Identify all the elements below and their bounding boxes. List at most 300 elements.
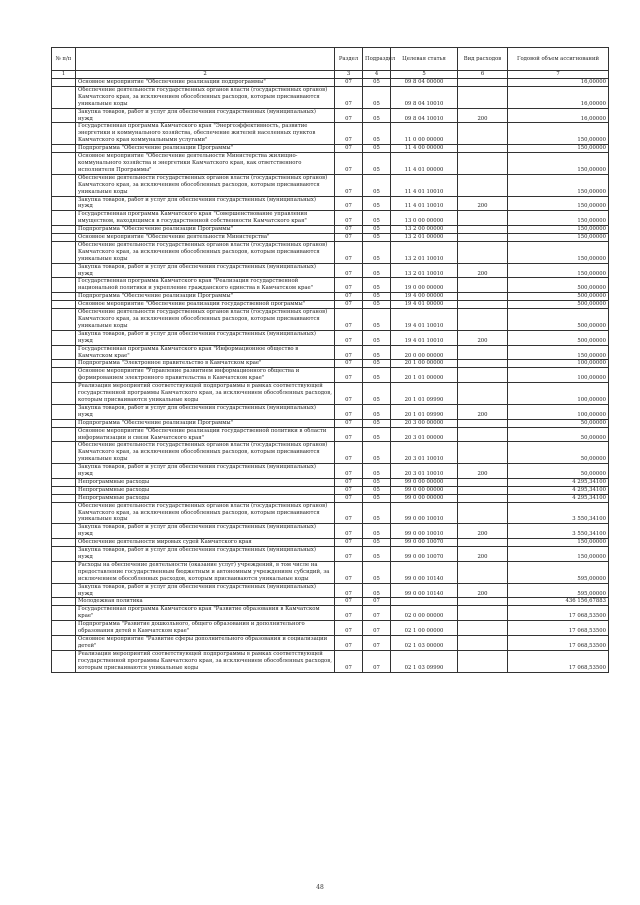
column-number: 1 — [52, 71, 76, 79]
row-name: Государственная программа Камчатского края "Энергоэффективность, развитие энергетики и коммунального хозяйства, обеспечение жителей населенных пунктов Камчатского края коммунальными услугами" — [76, 123, 335, 145]
column-number: 6 — [458, 71, 508, 79]
row-index — [52, 211, 76, 226]
row-expense-type: 200 — [458, 263, 508, 278]
row-section: 07 — [335, 598, 363, 606]
row-amount: 16,00000 — [508, 79, 609, 87]
row-section: 07 — [335, 145, 363, 153]
row-section: 07 — [335, 494, 363, 502]
row-expense-type — [458, 86, 508, 108]
row-subsection: 05 — [363, 196, 391, 211]
row-section: 07 — [335, 368, 363, 383]
row-expense-type — [458, 241, 508, 263]
row-name: Государственная программа Камчатского края "Информационное общество в Камчатском крае" — [76, 345, 335, 360]
row-index — [52, 293, 76, 301]
row-target: 99 0 00 00000 — [391, 478, 458, 486]
table-row — [52, 383, 609, 405]
row-index — [52, 539, 76, 547]
table-row — [52, 598, 609, 606]
row-section: 07 — [335, 650, 363, 672]
row-section: 07 — [335, 345, 363, 360]
row-target: 19 4 01 00000 — [391, 301, 458, 309]
row-amount: 150,00000 — [508, 226, 609, 234]
row-index — [52, 427, 76, 442]
row-section: 07 — [335, 419, 363, 427]
row-section: 07 — [335, 404, 363, 419]
row-amount: 3 550,34100 — [508, 524, 609, 539]
row-amount: 150,00000 — [508, 539, 609, 547]
row-expense-type: 200 — [458, 524, 508, 539]
row-expense-type — [458, 486, 508, 494]
row-name: Обеспечение деятельности государственных органов власти (государственных органов) Камчатского края, за исключением обособленных расходов, которым присваиваются уникальные коды — [76, 442, 335, 464]
row-index — [52, 145, 76, 153]
row-index — [52, 309, 76, 331]
row-subsection: 05 — [363, 174, 391, 196]
column-number-row — [52, 71, 609, 79]
row-amount: 500,00000 — [508, 278, 609, 293]
row-subsection: 05 — [363, 226, 391, 234]
row-name: Реализация мероприятий соответствующей подпрограммы в рамках соответствующей государственной программы Камчатского края, за исключением обособленных расходов, которым присваиваются уникальные коды — [76, 650, 335, 672]
page-number: 48 — [316, 884, 324, 891]
row-target: 99 0 00 10010 — [391, 524, 458, 539]
budget-table-container — [51, 47, 608, 673]
row-target: 20 3 01 00000 — [391, 427, 458, 442]
row-name: Закупка товаров, работ и услуг для обеспечения государственных (муниципальных) нужд — [76, 583, 335, 598]
row-subsection: 05 — [363, 547, 391, 562]
row-name: Подпрограмма "Обеспечение реализации Программы" — [76, 145, 335, 153]
row-section: 07 — [335, 583, 363, 598]
row-amount: 436 156,67883 — [508, 598, 609, 606]
column-number: 2 — [76, 71, 335, 79]
row-index — [52, 524, 76, 539]
row-target: 99 0 00 10140 — [391, 583, 458, 598]
row-index — [52, 86, 76, 108]
row-subsection: 05 — [363, 145, 391, 153]
row-index — [52, 464, 76, 479]
header-subsection: Подраздел — [363, 48, 391, 71]
row-target: 09 8 04 10010 — [391, 108, 458, 123]
header-expense-type: Вид расходов — [458, 48, 508, 71]
row-index — [52, 226, 76, 234]
row-target: 20 1 01 00000 — [391, 368, 458, 383]
column-number: 4 — [363, 71, 391, 79]
row-expense-type — [458, 293, 508, 301]
row-expense-type — [458, 478, 508, 486]
table-row — [52, 196, 609, 211]
table-row — [52, 502, 609, 524]
row-subsection: 05 — [363, 494, 391, 502]
table-row — [52, 404, 609, 419]
table-row — [52, 86, 609, 108]
row-target: 99 0 00 00000 — [391, 494, 458, 502]
row-name: Закупка товаров, работ и услуг для обеспечения государственных (муниципальных) нужд — [76, 263, 335, 278]
row-expense-type — [458, 442, 508, 464]
row-target: 02 1 03 00000 — [391, 635, 458, 650]
table-row — [52, 368, 609, 383]
row-index — [52, 547, 76, 562]
row-index — [52, 486, 76, 494]
row-index — [52, 650, 76, 672]
header-name — [76, 48, 335, 71]
row-name: Обеспечение деятельности государственных органов власти (государственных органов) Камчатского края, за исключением обособленных расходов, которым присваиваются уникальные коды — [76, 86, 335, 108]
row-amount: 150,00000 — [508, 234, 609, 242]
row-expense-type — [458, 345, 508, 360]
row-index — [52, 153, 76, 175]
row-subsection: 05 — [363, 539, 391, 547]
table-row — [52, 330, 609, 345]
row-target — [391, 598, 458, 606]
row-expense-type — [458, 309, 508, 331]
row-section: 07 — [335, 635, 363, 650]
row-section: 07 — [335, 211, 363, 226]
row-section: 07 — [335, 478, 363, 486]
row-amount: 150,00000 — [508, 211, 609, 226]
table-row — [52, 226, 609, 234]
table-row — [52, 278, 609, 293]
row-section: 07 — [335, 502, 363, 524]
row-index — [52, 234, 76, 242]
row-index — [52, 561, 76, 583]
row-amount: 17 068,53500 — [508, 650, 609, 672]
row-target: 20 3 00 00000 — [391, 419, 458, 427]
row-amount: 100,00000 — [508, 404, 609, 419]
row-amount: 17 068,53500 — [508, 635, 609, 650]
row-name: Закупка товаров, работ и услуг для обеспечения государственных (муниципальных) нужд — [76, 404, 335, 419]
row-amount: 150,00000 — [508, 547, 609, 562]
row-name: Закупка товаров, работ и услуг для обеспечения государственных (муниципальных) нужд — [76, 196, 335, 211]
row-target: 13 0 00 00000 — [391, 211, 458, 226]
row-target: 13 2 01 10010 — [391, 241, 458, 263]
row-target: 99 0 00 10010 — [391, 502, 458, 524]
row-expense-type — [458, 606, 508, 621]
row-target: 11 4 01 10010 — [391, 174, 458, 196]
row-name: Основное мероприятие "Развитие сферы дополнительного образования и социализации детей" — [76, 635, 335, 650]
row-subsection: 07 — [363, 650, 391, 672]
row-subsection: 05 — [363, 464, 391, 479]
table-row — [52, 547, 609, 562]
row-section: 07 — [335, 278, 363, 293]
row-subsection: 05 — [363, 153, 391, 175]
row-section: 07 — [335, 79, 363, 87]
row-subsection: 05 — [363, 368, 391, 383]
table-row — [52, 293, 609, 301]
row-index — [52, 606, 76, 621]
row-index — [52, 383, 76, 405]
row-subsection: 05 — [363, 301, 391, 309]
row-section: 07 — [335, 263, 363, 278]
row-name: Подпрограмма "Обеспечение реализации Программы" — [76, 226, 335, 234]
row-subsection: 05 — [363, 293, 391, 301]
row-index — [52, 368, 76, 383]
table-row — [52, 478, 609, 486]
table-row — [52, 539, 609, 547]
row-section: 07 — [335, 606, 363, 621]
row-expense-type — [458, 123, 508, 145]
table-row — [52, 583, 609, 598]
row-name: Основное мероприятие "Обеспечение реализации государственной политики в области информатизации и связи Камчатского края" — [76, 427, 335, 442]
row-subsection: 05 — [363, 427, 391, 442]
row-name: Подпрограмма "Обеспечение реализации Программы" — [76, 293, 335, 301]
row-amount: 500,00000 — [508, 293, 609, 301]
row-section: 07 — [335, 442, 363, 464]
row-name: Закупка товаров, работ и услуг для обеспечения государственных (муниципальных) нужд — [76, 547, 335, 562]
table-row — [52, 606, 609, 621]
header-amount: Годовой объем ассигнований — [508, 48, 609, 71]
header-index: № п/п — [52, 48, 76, 71]
table-row — [52, 263, 609, 278]
row-index — [52, 635, 76, 650]
row-target: 09 8 04 10010 — [391, 86, 458, 108]
row-section: 07 — [335, 174, 363, 196]
row-index — [52, 196, 76, 211]
table-row — [52, 123, 609, 145]
row-subsection: 05 — [363, 524, 391, 539]
row-index — [52, 419, 76, 427]
row-expense-type — [458, 598, 508, 606]
row-expense-type — [458, 226, 508, 234]
row-amount: 50,00000 — [508, 419, 609, 427]
row-section: 07 — [335, 226, 363, 234]
row-subsection: 05 — [363, 278, 391, 293]
row-name: Молодежная политика — [76, 598, 335, 606]
table-row — [52, 360, 609, 368]
table-row — [52, 486, 609, 494]
row-expense-type — [458, 145, 508, 153]
row-expense-type — [458, 561, 508, 583]
row-expense-type — [458, 153, 508, 175]
row-index — [52, 301, 76, 309]
row-subsection: 07 — [363, 621, 391, 636]
row-target: 20 1 00 00000 — [391, 360, 458, 368]
row-target: 02 1 03 09990 — [391, 650, 458, 672]
row-amount: 500,00000 — [508, 309, 609, 331]
row-expense-type — [458, 427, 508, 442]
row-target: 19 4 01 10010 — [391, 309, 458, 331]
row-amount: 100,00000 — [508, 368, 609, 383]
row-section: 07 — [335, 561, 363, 583]
row-section: 07 — [335, 234, 363, 242]
table-row — [52, 153, 609, 175]
row-name: Государственная программа Камчатского края "Совершенствование управления имуществом, находящимся в государственной собственности Камчатского края" — [76, 211, 335, 226]
row-amount: 17 068,53500 — [508, 621, 609, 636]
row-expense-type — [458, 419, 508, 427]
row-amount: 150,00000 — [508, 145, 609, 153]
row-target: 02 1 00 00000 — [391, 621, 458, 636]
row-target: 02 0 00 00000 — [391, 606, 458, 621]
row-target: 19 0 00 00000 — [391, 278, 458, 293]
row-name: Непрограммные расходы — [76, 478, 335, 486]
row-index — [52, 241, 76, 263]
table-row — [52, 309, 609, 331]
row-index — [52, 621, 76, 636]
table-row — [52, 621, 609, 636]
row-subsection: 05 — [363, 478, 391, 486]
row-name: Обеспечение деятельности мировых судей Камчатского края — [76, 539, 335, 547]
table-header-row — [52, 48, 609, 71]
row-section: 07 — [335, 301, 363, 309]
row-target: 09 8 04 00000 — [391, 79, 458, 87]
table-row — [52, 524, 609, 539]
row-section: 07 — [335, 108, 363, 123]
row-target: 99 0 00 10070 — [391, 547, 458, 562]
row-subsection: 05 — [363, 502, 391, 524]
budget-table — [51, 47, 609, 673]
table-row — [52, 79, 609, 87]
row-subsection: 07 — [363, 598, 391, 606]
row-expense-type — [458, 211, 508, 226]
row-index — [52, 263, 76, 278]
row-expense-type — [458, 278, 508, 293]
header-section: Раздел — [335, 48, 363, 71]
row-section: 07 — [335, 330, 363, 345]
row-subsection: 05 — [363, 360, 391, 368]
row-name: Расходы на обеспечение деятельности (оказание услуг) учреждений, в том числе на предоставление государственным бюджетным и автономным учреждениям субсидий, за исключением обособленных расходов, которым присваиваются уникальные коды — [76, 561, 335, 583]
row-expense-type — [458, 79, 508, 87]
row-expense-type — [458, 494, 508, 502]
row-subsection: 05 — [363, 383, 391, 405]
row-section: 07 — [335, 524, 363, 539]
row-amount: 4 295,34100 — [508, 494, 609, 502]
row-index — [52, 123, 76, 145]
row-target: 11 0 00 00000 — [391, 123, 458, 145]
row-index — [52, 598, 76, 606]
table-row — [52, 419, 609, 427]
row-name: Подпрограмма "Обеспечение реализации Программы" — [76, 419, 335, 427]
column-number: 7 — [508, 71, 609, 79]
row-index — [52, 345, 76, 360]
row-section: 07 — [335, 486, 363, 494]
row-expense-type — [458, 539, 508, 547]
row-name: Основное мероприятие "Обеспечение реализации подпрограммы" — [76, 79, 335, 87]
row-target: 19 4 00 00000 — [391, 293, 458, 301]
row-subsection: 07 — [363, 606, 391, 621]
row-index — [52, 360, 76, 368]
row-section: 07 — [335, 464, 363, 479]
column-number: 3 — [335, 71, 363, 79]
row-expense-type — [458, 650, 508, 672]
table-row — [52, 241, 609, 263]
row-subsection: 05 — [363, 561, 391, 583]
row-expense-type: 200 — [458, 583, 508, 598]
table-row — [52, 464, 609, 479]
row-subsection: 05 — [363, 241, 391, 263]
row-amount: 500,00000 — [508, 330, 609, 345]
row-expense-type — [458, 502, 508, 524]
header-target: Целевая статья — [391, 48, 458, 71]
row-name: Основное мероприятие "Обеспечение деятельности Министерства жилищно-коммунального хозяйства и энергетики Камчатского края, как ответственного исполнителя Программы" — [76, 153, 335, 175]
row-amount: 50,00000 — [508, 427, 609, 442]
row-expense-type: 200 — [458, 464, 508, 479]
row-name: Основное мероприятие "Управление развитием информационного общества и формированием электронного правительства в Камчатском крае" — [76, 368, 335, 383]
row-name: Обеспечение деятельности государственных органов власти (государственных органов) Камчатского края, за исключением обособленных расходов, которым присваиваются уникальные коды — [76, 502, 335, 524]
row-amount: 16,00000 — [508, 86, 609, 108]
row-target: 11 4 01 10010 — [391, 196, 458, 211]
row-subsection: 05 — [363, 583, 391, 598]
row-target: 20 3 01 10010 — [391, 442, 458, 464]
row-name: Закупка товаров, работ и услуг для обеспечения государственных (муниципальных) нужд — [76, 464, 335, 479]
row-expense-type — [458, 383, 508, 405]
table-row — [52, 650, 609, 672]
row-name: Непрограммные расходы — [76, 486, 335, 494]
row-name: Непрограммные расходы — [76, 494, 335, 502]
table-row — [52, 145, 609, 153]
row-amount: 50,00000 — [508, 442, 609, 464]
row-subsection: 05 — [363, 79, 391, 87]
row-section: 07 — [335, 547, 363, 562]
row-name: Основное мероприятие "Обеспечение деятельности Министерства" — [76, 234, 335, 242]
row-target: 13 2 01 10010 — [391, 263, 458, 278]
row-name: Закупка товаров, работ и услуг для обеспечения государственных (муниципальных) нужд — [76, 524, 335, 539]
row-subsection: 05 — [363, 486, 391, 494]
row-target: 20 0 00 00000 — [391, 345, 458, 360]
row-name: Подпрограмма "Развитие дошкольного, общего образования и дополнительного образования детей в Камчатском крае" — [76, 621, 335, 636]
row-expense-type — [458, 234, 508, 242]
row-section: 07 — [335, 427, 363, 442]
table-row — [52, 174, 609, 196]
column-number: 5 — [391, 71, 458, 79]
row-name: Закупка товаров, работ и услуг для обеспечения государственных (муниципальных) нужд — [76, 108, 335, 123]
row-target: 99 0 00 10140 — [391, 561, 458, 583]
row-amount: 595,00000 — [508, 583, 609, 598]
row-target: 11 4 01 00000 — [391, 153, 458, 175]
table-row — [52, 108, 609, 123]
row-target: 11 4 00 00000 — [391, 145, 458, 153]
row-amount: 500,00000 — [508, 301, 609, 309]
row-index — [52, 108, 76, 123]
row-subsection: 05 — [363, 234, 391, 242]
row-expense-type: 200 — [458, 547, 508, 562]
row-name: Основное мероприятие "Обеспечение реализации государственной программы" — [76, 301, 335, 309]
row-subsection: 07 — [363, 635, 391, 650]
row-amount: 100,00000 — [508, 360, 609, 368]
row-name: Государственная программа Камчатского края "Развитие образования в Камчатском крае" — [76, 606, 335, 621]
row-name: Реализация мероприятий соответствующей подпрограммы в рамках соответствующей государственной программы Камчатского края, за исключением обособленных расходов, которым присваиваются уникальные коды — [76, 383, 335, 405]
row-section: 07 — [335, 123, 363, 145]
row-section: 07 — [335, 309, 363, 331]
row-expense-type: 200 — [458, 108, 508, 123]
row-amount: 50,00000 — [508, 464, 609, 479]
row-amount: 17 068,53500 — [508, 606, 609, 621]
row-subsection: 05 — [363, 442, 391, 464]
row-expense-type — [458, 301, 508, 309]
row-amount: 3 550,34100 — [508, 502, 609, 524]
row-amount: 150,00000 — [508, 153, 609, 175]
row-name: Обеспечение деятельности государственных органов власти (государственных органов) Камчатского края, за исключением обособленных расходов, которым присваиваются уникальные коды — [76, 309, 335, 331]
row-target: 99 0 00 00000 — [391, 486, 458, 494]
row-expense-type — [458, 174, 508, 196]
row-amount: 150,00000 — [508, 123, 609, 145]
row-subsection: 05 — [363, 123, 391, 145]
row-amount: 150,00000 — [508, 241, 609, 263]
row-target: 20 1 01 09990 — [391, 383, 458, 405]
table-row — [52, 301, 609, 309]
row-expense-type: 200 — [458, 196, 508, 211]
row-index — [52, 79, 76, 87]
table-row — [52, 211, 609, 226]
row-index — [52, 174, 76, 196]
row-subsection: 05 — [363, 330, 391, 345]
row-name: Закупка товаров, работ и услуг для обеспечения государственных (муниципальных) нужд — [76, 330, 335, 345]
row-subsection: 05 — [363, 404, 391, 419]
table-row — [52, 234, 609, 242]
row-amount: 16,00000 — [508, 108, 609, 123]
row-amount: 150,00000 — [508, 196, 609, 211]
row-section: 07 — [335, 621, 363, 636]
table-row — [52, 635, 609, 650]
table-row — [52, 494, 609, 502]
row-section: 07 — [335, 86, 363, 108]
row-index — [52, 442, 76, 464]
row-target: 20 3 01 10010 — [391, 464, 458, 479]
